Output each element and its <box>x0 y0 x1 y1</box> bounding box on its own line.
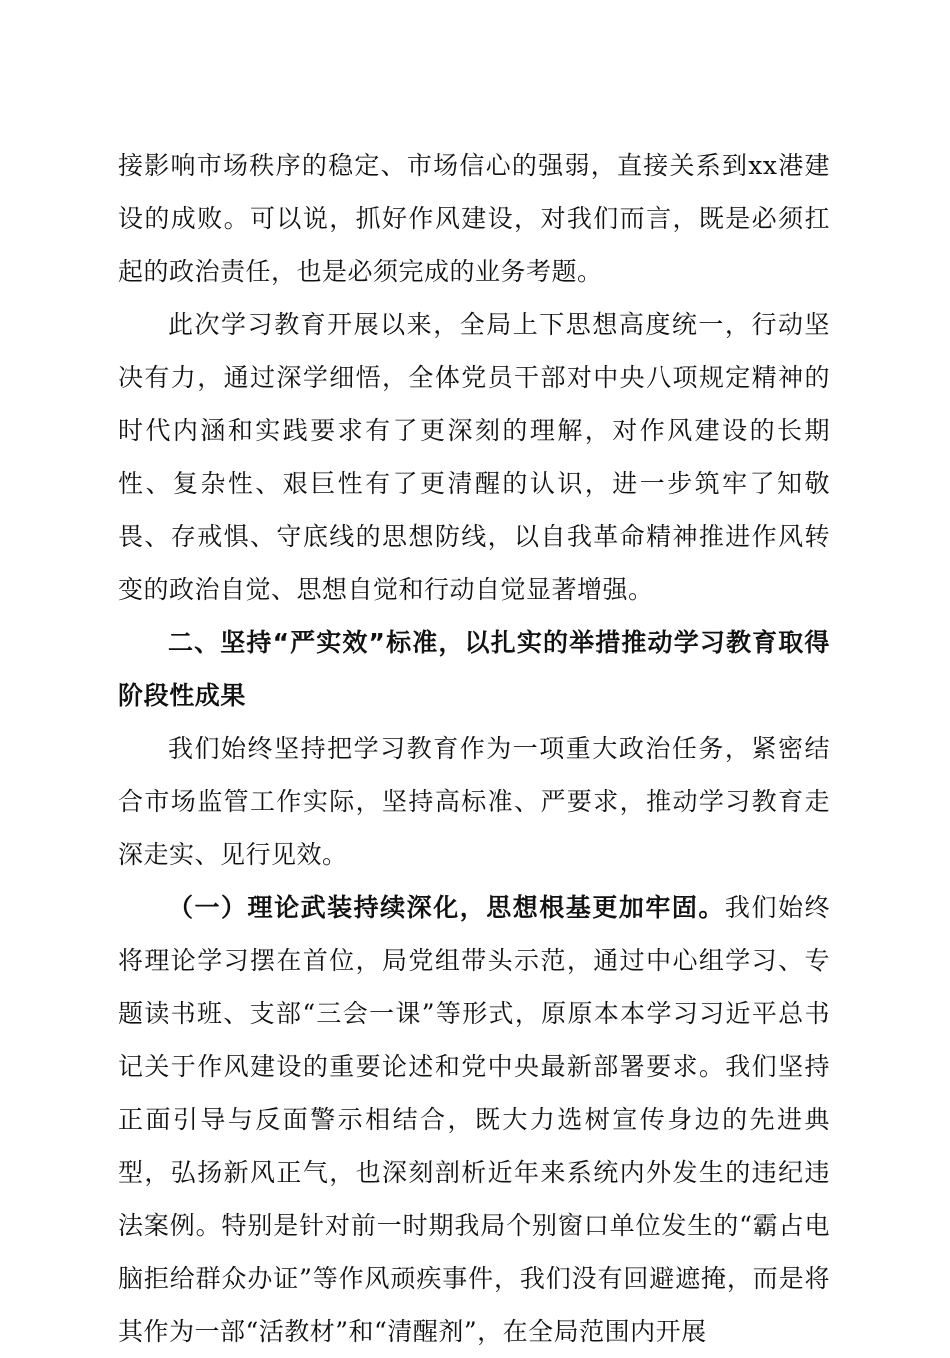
paragraph-continuation: 接影响市场秩序的稳定、市场信心的强弱，直接关系到xx港建设的成败。可以说，抓好作风建设，对我们而言，既是必须扛起的政治责任，也是必须完成的业务考题。 <box>118 151 830 286</box>
paragraph-learning-results: 此次学习教育开展以来，全局上下思想高度统一，行动坚决有力，通过深学细悟，全体党员干部对中央八项规定精神的时代内涵和实践要求有了更深刻的理解，对作风建设的长期性、复杂性、艰巨性有了更清醒的认识，进一步筑牢了知敬畏、存戒惧、守底线的思想防线，以自我革命精神推进作风转变的政治自觉、思想自觉和行动自觉显著增强。 <box>118 310 830 604</box>
sub-heading-one: （一）理论武装持续深化，思想根基更加牢固。 <box>168 893 725 922</box>
sub-heading-one-body: 我们始终将理论学习摆在首位，局党组带头示范，通过中心组学习、专题读书班、支部“三会一课”等形式，原原本本学习习近平总书记关于作风建设的重要论述和党中央最新部署要求。我们坚持正面引导与反面警示相结合，既大力选树宣传身边的先进典型，弘扬新风正气，也深刻剖析近年来系统内外发生的违纪违法案例。特别是针对前一时期我局个别窗口单位发生的“霸占电脑拒给群众办证”等作风顽疾事件，我们没有回避遮掩，而是将其作为一部“活教材”和“清醒剂”，在全局范围内开展 <box>118 893 830 1346</box>
section-heading-two: 二、坚持“严实效”标准，以扎实的举措推动学习教育取得阶段性成果 <box>118 628 830 710</box>
document-body <box>118 139 830 1358</box>
paragraph-section-intro: 我们始终坚持把学习教育作为一项重大政治任务，紧密结合市场监管工作实际，坚持高标准、严要求，推动学习教育走深走实、见行见效。 <box>118 734 830 869</box>
paragraph-theory-study <box>118 881 830 1358</box>
